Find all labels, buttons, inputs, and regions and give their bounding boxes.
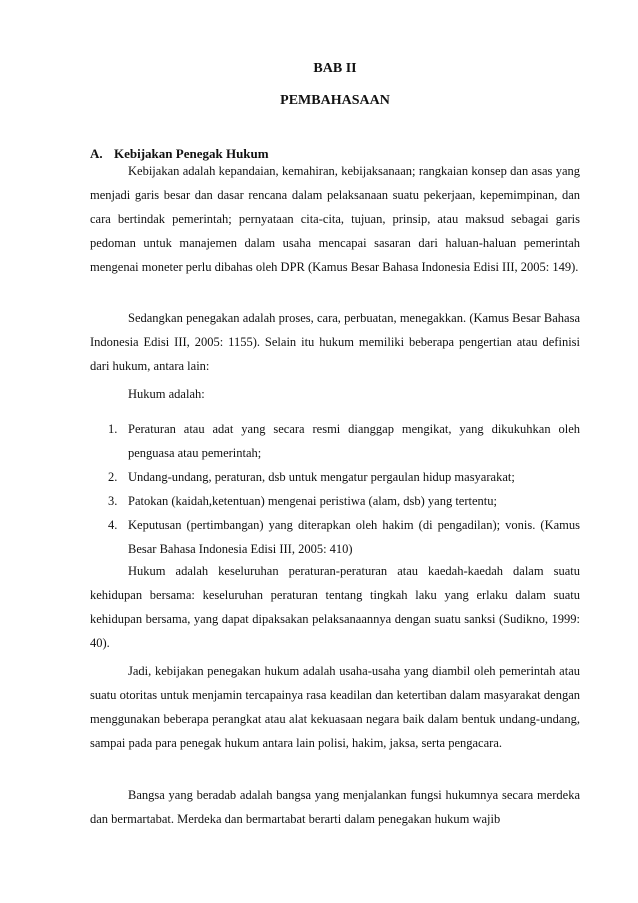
chapter-title: BAB II	[313, 61, 357, 76]
paragraph-conclusion: Jadi, kebijakan penegakan hukum adalah usaha-usaha yang diambil oleh pemerintah atau suatu otoritas untuk menjamin tercapainya rasa keadilan dan ketertiban dalam masyarakat dengan menggunakan beberapa perangkat atau alat kekuasaan negara baik dalam bentuk undang-undang, sampai pada para penegak hukum antara lain polisi, hakim, jaksa, serta pengacara.	[90, 664, 580, 750]
list-number: 3.	[108, 494, 118, 508]
list-item	[90, 465, 580, 489]
list-text: Patokan (kaidah,ketentuan) mengenai peristiwa (alam, dsb) yang tertentu;	[128, 494, 497, 508]
section-title: Kebijakan Penegak Hukum	[114, 146, 269, 161]
chapter-subtitle: PEMBAHASAAN	[280, 93, 390, 108]
section-letter: A.	[90, 146, 103, 161]
paragraph-kebijakan: Kebijakan adalah kepandaian, kemahiran, kebijaksanaan; rangkaian konsep dan asas yang menjadi garis besar dan dasar rencana dalam pelaksanaan suatu pekerjaan, kepemimpinan, dan cara bertindak pemerintah; pernyataan cita-cita, tujuan, prinsip, atau maksud sebagai garis pedoman untuk manajemen dalam usaha mencapai sasaran dari haluan-haluan pemerintah mengenai moneter perlu dibahas oleh DPR (Kamus Besar Bahasa Indonesia Edisi III, 2005: 149).	[90, 164, 580, 274]
list-item	[90, 513, 580, 561]
list-text: Peraturan atau adat yang secara resmi dianggap mengikat, yang dikukuhkan oleh penguasa atau pemerintah;	[128, 422, 580, 460]
list-item	[90, 417, 580, 465]
list-text: Undang-undang, peraturan, dsb untuk mengatur pergaulan hidup masyarakat;	[128, 470, 515, 484]
list-item	[90, 489, 580, 513]
list-text: Keputusan (pertimbangan) yang diterapkan oleh hakim (di pengadilan); vonis. (Kamus Besar Bahasa Indonesia Edisi III, 2005: 410)	[128, 518, 580, 556]
list-number: 4.	[108, 518, 118, 532]
paragraph-hukum-definition: Hukum adalah keseluruhan peraturan-peraturan atau kaedah-kaedah dalam suatu kehidupan bersama: keseluruhan peraturan tentang tingkah laku yang erlaku dalam suatu kehidupan bersama, yang dapat dipaksakan pelaksanaannya dengan suatu sanksi (Sudikno, 1999: 40).	[90, 564, 580, 650]
definition-list	[90, 417, 580, 561]
list-number: 2.	[108, 470, 118, 484]
paragraph-hukum-intro: Hukum adalah:	[128, 387, 205, 401]
paragraph-bangsa: Bangsa yang beradab adalah bangsa yang menjalankan fungsi hukumnya secara merdeka dan bermartabat. Merdeka dan bermartabat berarti dalam penegakan hukum wajib	[90, 788, 580, 826]
list-number: 1.	[108, 422, 118, 436]
paragraph-penegakan: Sedangkan penegakan adalah proses, cara, perbuatan, menegakkan. (Kamus Besar Bahasa Indonesia Edisi III, 2005: 1155). Selain itu hukum memiliki beberapa pengertian atau definisi dari hukum, antara lain:	[90, 311, 580, 373]
